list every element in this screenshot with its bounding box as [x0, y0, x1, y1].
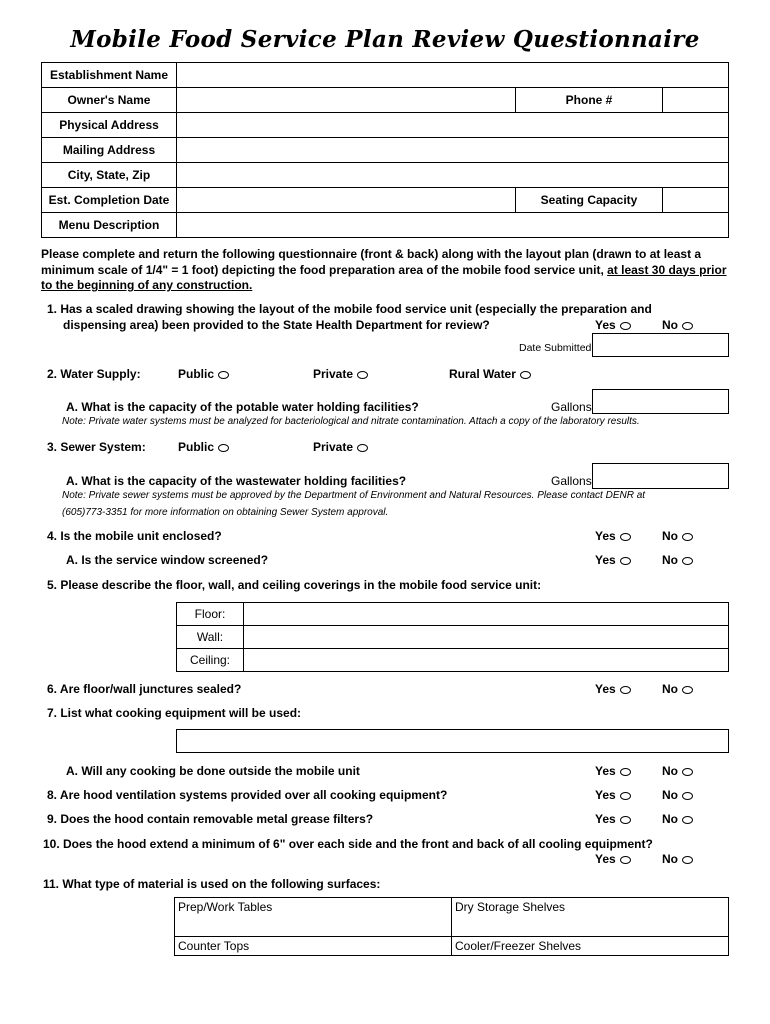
est-completion-date-field[interactable] — [177, 188, 516, 213]
cooler-freezer-shelves-cell[interactable] — [452, 937, 729, 956]
rural-label: Rural Water — [449, 367, 516, 381]
radio-icon[interactable] — [682, 792, 693, 800]
public-label: Public — [178, 367, 215, 381]
q2a-text: A. What is the capacity of the potable water holding facilities? — [66, 400, 419, 414]
radio-icon[interactable] — [682, 816, 693, 824]
q3-note-line2: (605)773-3351 for more information on obtaining Sewer System approval. — [62, 507, 389, 518]
q4a-no[interactable] — [662, 553, 693, 567]
water-rural-option[interactable] — [449, 367, 531, 381]
radio-icon[interactable] — [682, 856, 693, 864]
owners-name-label: Owner's Name — [42, 88, 177, 113]
date-submitted-label: Date Submitted — [519, 342, 592, 354]
q4-no[interactable] — [662, 529, 693, 543]
yes-label: Yes — [595, 764, 616, 778]
radio-icon[interactable] — [682, 322, 693, 330]
q7a-text: A. Will any cooking be done outside the mobile unit — [66, 764, 360, 778]
dry-storage-shelves-cell[interactable] — [452, 898, 729, 937]
coverings-table — [176, 602, 729, 672]
seating-capacity-label: Seating Capacity — [516, 188, 663, 213]
instructions-deadline: at least 30 days prior to the beginning of any construction. — [41, 262, 727, 292]
wall-field[interactable] — [244, 626, 729, 649]
private-label: Private — [313, 367, 354, 381]
yes-label: Yes — [595, 852, 616, 866]
q1-line1: 1. Has a scaled drawing showing the layout of the mobile food service unit (especially the preparation and — [47, 302, 652, 316]
q7a-yes[interactable] — [595, 764, 631, 778]
page-title: Mobile Food Service Plan Review Questionnaire — [70, 26, 700, 53]
surface-materials-table — [174, 897, 729, 956]
yes-label: Yes — [595, 553, 616, 567]
instructions-text: Please complete and return the following questionnaire (front & back) along with the layout plan (drawn to at least a minimum scale of 1/4" = 1 foot) depicting the food preparation area of the mobile food service unit, — [41, 247, 702, 277]
no-label: No — [662, 788, 678, 802]
radio-icon[interactable] — [620, 768, 631, 776]
radio-icon[interactable] — [620, 533, 631, 541]
q1-yes[interactable] — [595, 318, 631, 332]
menu-description-label: Menu Description — [42, 213, 177, 238]
sewer-private-option[interactable] — [313, 440, 368, 454]
wall-label: Wall: — [177, 626, 244, 649]
q2-note: Note: Private water systems must be analyzed for bacteriological and nitrate contamination. Attach a copy of the laboratory results. — [62, 416, 640, 427]
floor-label: Floor: — [177, 603, 244, 626]
no-label: No — [662, 764, 678, 778]
city-state-zip-label: City, State, Zip — [42, 163, 177, 188]
yes-label: Yes — [595, 318, 616, 332]
q7a-no[interactable] — [662, 764, 693, 778]
no-label: No — [662, 553, 678, 567]
q3a-gallons-label: Gallons — [551, 474, 592, 488]
radio-icon[interactable] — [620, 792, 631, 800]
menu-description-field[interactable] — [177, 213, 729, 238]
phone-field[interactable] — [663, 88, 729, 113]
radio-icon[interactable] — [620, 816, 631, 824]
q1-line2: dispensing area) been provided to the State Health Department for review? — [63, 318, 490, 332]
q9-text: 9. Does the hood contain removable metal grease filters? — [47, 812, 374, 826]
q6-yes[interactable] — [595, 682, 631, 696]
establishment-info-table — [41, 62, 729, 238]
q5-text: 5. Please describe the floor, wall, and ceiling coverings in the mobile food service unit: — [47, 578, 542, 592]
radio-icon[interactable] — [620, 322, 631, 330]
radio-icon[interactable] — [620, 557, 631, 565]
q4a-text: A. Is the service window screened? — [66, 553, 269, 567]
radio-icon[interactable] — [357, 444, 368, 452]
cooler-freezer-shelves-label: Cooler/Freezer Shelves — [455, 939, 582, 953]
date-submitted-field[interactable] — [592, 333, 729, 357]
phone-label: Phone # — [516, 88, 663, 113]
q8-yes[interactable] — [595, 788, 631, 802]
cooking-equipment-field[interactable] — [176, 729, 729, 753]
physical-address-label: Physical Address — [42, 113, 177, 138]
counter-tops-label: Counter Tops — [178, 939, 250, 953]
public-label: Public — [178, 440, 215, 454]
radio-icon[interactable] — [620, 856, 631, 864]
owners-name-field[interactable] — [177, 88, 516, 113]
q4a-yes[interactable] — [595, 553, 631, 567]
water-public-option[interactable] — [178, 367, 229, 381]
seating-capacity-field[interactable] — [663, 188, 729, 213]
instructions — [41, 247, 731, 294]
water-private-option[interactable] — [313, 367, 368, 381]
q3a-gallons-field[interactable] — [592, 463, 729, 489]
radio-icon[interactable] — [357, 371, 368, 379]
q3-label: 3. Sewer System: — [47, 440, 146, 454]
q10-no[interactable] — [662, 852, 693, 866]
mailing-address-label: Mailing Address — [42, 138, 177, 163]
q8-text: 8. Are hood ventilation systems provided over all cooking equipment? — [47, 788, 448, 802]
q4-yes[interactable] — [595, 529, 631, 543]
no-label: No — [662, 318, 678, 332]
q3-note-line1: Note: Private sewer systems must be approved by the Department of Environment and Natural Resources. Please contact DENR at — [62, 490, 646, 501]
dry-storage-shelves-label: Dry Storage Shelves — [455, 900, 566, 914]
q10-text: 10. Does the hood extend a minimum of 6" over each side and the front and back of all cooling equipment? — [43, 837, 653, 851]
no-label: No — [662, 529, 678, 543]
q2a-gallons-field[interactable] — [592, 389, 729, 414]
private-label: Private — [313, 440, 354, 454]
yes-label: Yes — [595, 529, 616, 543]
no-label: No — [662, 852, 678, 866]
radio-icon[interactable] — [682, 768, 693, 776]
prep-work-tables-cell[interactable] — [175, 898, 452, 937]
yes-label: Yes — [595, 812, 616, 826]
q8-no[interactable] — [662, 788, 693, 802]
q3a-text: A. What is the capacity of the wastewater holding facilities? — [66, 474, 407, 488]
q6-no[interactable] — [662, 682, 693, 696]
floor-field[interactable] — [244, 603, 729, 626]
yes-label: Yes — [595, 788, 616, 802]
establishment-name-label: Establishment Name — [42, 63, 177, 88]
city-state-zip-field[interactable] — [177, 163, 729, 188]
physical-address-field[interactable] — [177, 113, 729, 138]
q2-label: 2. Water Supply: — [47, 367, 141, 381]
ceiling-label: Ceiling: — [177, 649, 244, 672]
yes-label: Yes — [595, 682, 616, 696]
q4-text: 4. Is the mobile unit enclosed? — [47, 529, 222, 543]
q11-text: 11. What type of material is used on the following surfaces: — [43, 877, 381, 891]
radio-icon[interactable] — [218, 444, 229, 452]
ceiling-field[interactable] — [244, 649, 729, 672]
q2a-gallons-label: Gallons — [551, 400, 592, 414]
no-label: No — [662, 812, 678, 826]
radio-icon[interactable] — [682, 533, 693, 541]
radio-icon[interactable] — [620, 686, 631, 694]
q7-text: 7. List what cooking equipment will be used: — [47, 706, 302, 720]
prep-work-tables-label: Prep/Work Tables — [178, 900, 273, 914]
q10-yes[interactable] — [595, 852, 631, 866]
radio-icon[interactable] — [682, 686, 693, 694]
sewer-public-option[interactable] — [178, 440, 229, 454]
q1-no[interactable] — [662, 318, 693, 332]
establishment-name-field[interactable] — [177, 63, 729, 88]
est-completion-date-label: Est. Completion Date — [42, 188, 177, 213]
q9-no[interactable] — [662, 812, 693, 826]
radio-icon[interactable] — [682, 557, 693, 565]
no-label: No — [662, 682, 678, 696]
q6-text: 6. Are floor/wall junctures sealed? — [47, 682, 242, 696]
mailing-address-field[interactable] — [177, 138, 729, 163]
radio-icon[interactable] — [218, 371, 229, 379]
q9-yes[interactable] — [595, 812, 631, 826]
radio-icon[interactable] — [520, 371, 531, 379]
counter-tops-cell[interactable] — [175, 937, 452, 956]
